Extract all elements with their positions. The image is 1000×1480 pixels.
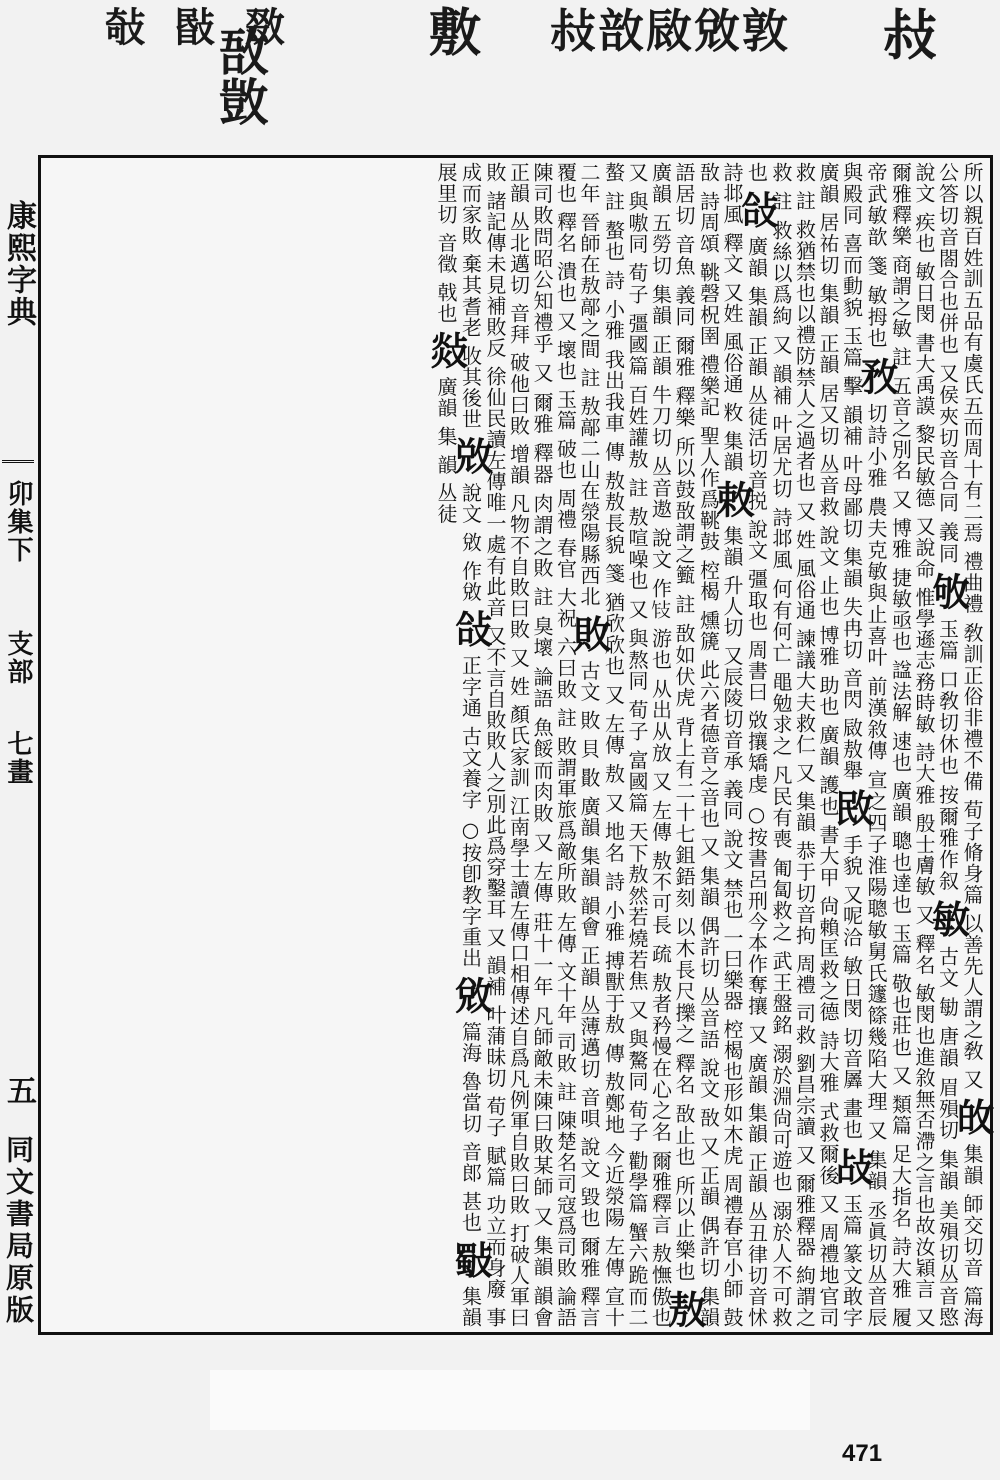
- seal-group-5: [30, 4, 390, 143]
- margin-column: [0, 480, 36, 564]
- seal-glyphs: 敧敯敪: [105, 4, 315, 51]
- entry-body: 切詩小雅 農夫克敏與止喜叶 前漢敘傳 宣之四子淮陽聰敏舅氏籧篨幾陷大理 又 集韻 丞眞切丛音辰 與殿同 喜而動貌 玉篇 擊 韻補 叶母鄙切 集韻 失冉切 音閃 敐敖舉: [839, 162, 888, 1329]
- entry-body: 玉篇 口敎切休也 按爾雅作叙: [935, 618, 960, 892]
- entry-body: 古文 敗 貝 贁 廣韻 集韻 韻會 正韻 丛薄邁切 音唄 說文 毀也 爾雅 釋言 覆也 釋名 潰也 又 壞也 玉篇 破也 周禮 春官 大祝 六曰敗 註 敗謂軍旅爲敵所敗 左傳 文十年 司敗 註 陳楚名司寇爲司敗 論語 陳司敗問昭公知禮乎 又 爾雅 釋器 肉謂之敗 註 臭壞 論語 魚餒而肉敗 又 左傳 莊十一年 凡師敵未陳曰敗某師 又 集韻 韻會 正韻 丛北邁切 音拜 破他曰敗 增韻 凡物不自敗曰敗 又 姓 顏氏家訓 江南學士讀左傳口相傳述自爲凡例軍自敗曰敗 打破人軍曰敗 諸記傳未見補敗反 徐仙民讀左傳唯一處有此音 又不言自敗敗人之別此爲穿鑿耳 又 韻補 叶蒲昧切 荀子 賦篇 功立而身廢 事成而家敗 棄其耆老 收其後世: [458, 162, 601, 1329]
- seal-group-3: [420, 3, 490, 143]
- chapter-number: 五: [1, 1075, 36, 1109]
- margin-divider: [2, 460, 34, 463]
- stroke-count: 七畫: [3, 730, 33, 786]
- entry-body: 所以親百姓訓五品有虞氏五而周十有二焉 禮曲禮 敎訓正俗非禮不備 荀子脩身篇 以善先人謂之敎 又: [960, 162, 984, 1091]
- seal-glyphs: 敊敨敐敓敦: [550, 4, 790, 58]
- seal-group-2: [520, 4, 820, 143]
- scan-artifact: [210, 1370, 810, 1430]
- margin-column: [0, 730, 36, 786]
- headword: 敁: [829, 1147, 875, 1186]
- entry-body: 手貌 又呢洽 敏日閔 切音羼 畫也: [839, 834, 864, 1141]
- dictionary-page-frame: [38, 155, 993, 1335]
- headword: 敚: [448, 436, 494, 475]
- seal-glyphs: 敷: [428, 3, 481, 64]
- headword: 敓: [448, 976, 494, 1015]
- entry-body: 正字通 古文養字 ○按卽教字重出: [458, 655, 483, 969]
- seal-glyphs: 敔敳: [211, 25, 270, 126]
- headword: 敄: [854, 356, 899, 396]
- headword: 敀: [950, 1097, 995, 1136]
- seal-group-1: [880, 3, 940, 143]
- headword: 敗: [567, 614, 612, 653]
- headword: 敃: [829, 788, 875, 827]
- headword: 敏: [925, 899, 971, 938]
- seal-script-header: [0, 0, 1000, 150]
- entry-body: 廣韻 五勞切 集韻 正韻 牛刀切 丛音遨 說文 作𢼎 游也 从出从放 又 左傳 敖不可長 疏 敖者矜慢在心之名 爾雅釋言 敖憮傲也 又 與嗷同 荀子 彊國篇 百姓讙敖 註 敖喧噪也 又 與熬同 荀子 富國篇 天下敖然若燒若焦 又 與驁同 荀子 勸學篇 蟹六跪而二螯 註 螯也 詩 小雅 我出我車 傳 敖敖長貌 箋 猶欣欣也 又 左傳 敖 又 地名 詩 小雅 搏獸于敖 傳 敖鄭地 今近滎陽 左傳 宣十二年 晉師在敖鄗之間 註 敖鄗二山在滎陽縣西北: [577, 162, 673, 1328]
- headword: 敕: [710, 479, 755, 518]
- headword: 敂: [925, 572, 971, 611]
- margin-column: [0, 630, 36, 686]
- headword: 敥: [424, 331, 469, 370]
- book-title: 康熙字典: [1, 200, 36, 328]
- headword: 敆: [448, 609, 494, 648]
- entry-body: 集韻 展里切 音徵 戟也: [434, 162, 483, 1329]
- margin-column: [0, 1135, 36, 1327]
- headword: 敖: [662, 1290, 707, 1328]
- margin-column: [0, 1075, 36, 1109]
- margin-column: [0, 200, 36, 328]
- entry-body: 廣韻 集韻 正韻 丛徒活切音捝 說文 彊取也 周書曰 敚攘矯虔 ○按書呂刑今本作奪攘 又 廣韻 集韻 正韻 丛丑律切音怵 詩邶風 釋文 又姓 風俗通 敉 集韻: [720, 162, 769, 1329]
- entry-body: 篇海 魯當切 音郎 甚也: [458, 1021, 483, 1234]
- entry-body: 廣韻 集 韻 丛徒: [434, 376, 458, 525]
- entry-body: 古文 勄 唐韻 眉殞切 集韻 美殞切丛音愍 說文 疾也 敏日閔 書大禹謨 黎民敏德 又說命 惟學遜志務時敏 詩大雅 殷士膚敏 又 釋名 敏閔也進敘無否滯之言也故汝穎言 又 爾雅釋樂 商謂之敏 註 五音之別名 又 博雅 捷敏亟也 諡法解 速也 廣韻 聰也達也 玉篇 敬也莊也 又 類篇 足大指名 詩大雅 履帝武敏歆 箋 敏拇也: [864, 162, 960, 1329]
- headword: 敆: [734, 190, 780, 229]
- entry-body: 說文 敓 作敓: [458, 482, 483, 603]
- entry-body: 集韻 師交切音 篇海 公答切音閤合也併也 又侯夾切音合同 義同: [935, 162, 984, 1329]
- radical-name: 支部: [3, 630, 33, 686]
- entry-body: 玉篇 篆文敢字 廣韻 居祐切 集韻 正韻 居又切 丛音救 說文 止也 博雅 助也 廣韻 護也 書大甲 尙賴匡救之德 詩大雅 式救爾後 又 周禮地官司救 註 救猶禁也以禮防禁人之過者也 又 姓 風俗通 諫議大夫救仁 又 集韻 恭于切音拘 周禮 司救 劉昌宗讀 又 爾雅釋器 絇謂之救 註 救絲以爲絇 又 韻補 叶居尤切 詩邶風 何有何亡 黽勉求之 凡民有喪 匍匐救之 武王盤銘 溺於淵尙可遊也 溺於人不可救也: [744, 162, 864, 1329]
- page-number: 471: [842, 1440, 883, 1467]
- publisher: 同文書局原版: [2, 1135, 35, 1327]
- entry-text: [47, 162, 995, 1329]
- seal-glyphs: 敊: [883, 3, 937, 67]
- collection-name: 卯集下: [3, 480, 33, 564]
- margin-footer: [0, 1075, 36, 1335]
- headword: 斀: [448, 1240, 494, 1279]
- entry-body: 集韻 升人切 又辰陵切音承 義同 說文 禁也 一曰樂器 椌楬也形如木虎 周禮春官小師 鼓敔 詩周頌 鞉磬柷圉 禮樂記 聖人作爲鞉鼓 椌楬 燻篪 此六者德音之音也 又 集韻 偶許切 丛音語 說文 敔 又 正韻 偶許切 集韻 語居切 音魚 義同 爾雅 釋樂 所以鼓敔謂之籈 註 敔如伏虎 背上有二十七鉏鋙刻 以木長尺擽之 釋名 敔止也 所以止樂也: [672, 162, 744, 1329]
